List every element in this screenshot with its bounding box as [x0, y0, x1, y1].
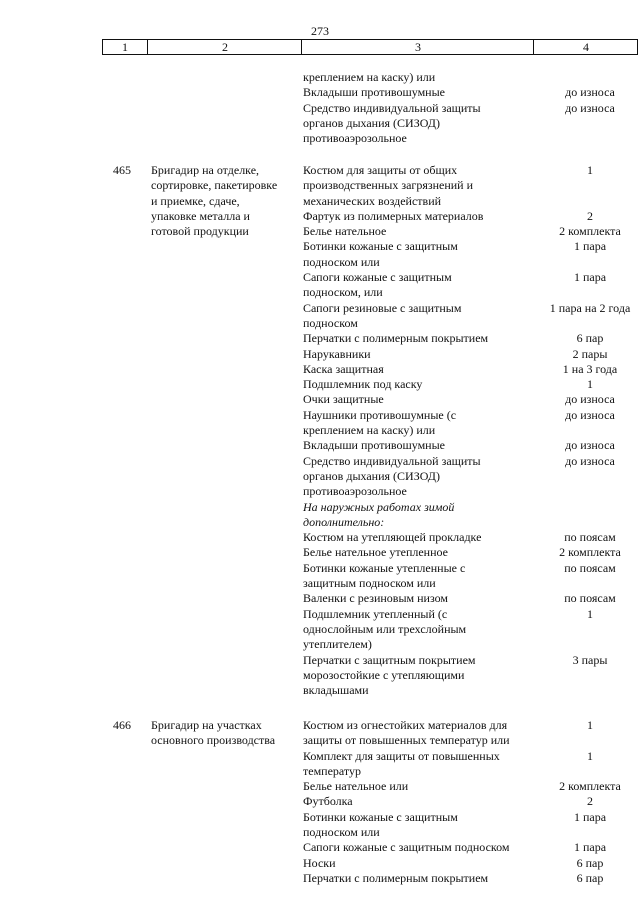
table-header — [102, 39, 638, 55]
row-number: 466 — [113, 718, 131, 732]
ppe-item-line: Каска защитная — [303, 361, 384, 376]
occupation-line: основного производства — [151, 733, 276, 748]
ppe-quantity: 1 — [587, 606, 593, 621]
ppe-item-row — [0, 347, 640, 362]
ppe-item-row — [0, 561, 640, 592]
ppe-item-row — [0, 209, 640, 224]
ppe-item-line: Средство индивидуальной защиты — [303, 453, 481, 468]
ppe-item-row — [0, 545, 640, 560]
ppe-quantity: до износа — [565, 392, 615, 407]
ppe-quantity: 1 — [587, 718, 593, 732]
ppe-item-name — [303, 163, 531, 209]
ppe-item-name — [303, 362, 531, 377]
ppe-item-line: Подшлемник под каску — [303, 377, 423, 392]
ppe-quantity: 2 пары — [572, 346, 608, 361]
ppe-item-row — [0, 856, 640, 871]
ppe-item-line: креплением на каску) или — [303, 70, 436, 84]
ppe-item-name — [303, 545, 531, 560]
ppe-quantity: по поясам — [564, 591, 616, 606]
header-col-4: 4 — [533, 40, 638, 54]
occupation-line: и приемке, сдаче, — [151, 193, 240, 208]
ppe-item-name — [303, 607, 531, 653]
ppe-item-name — [303, 377, 531, 392]
ppe-item-row — [0, 408, 640, 439]
ppe-item-row — [0, 607, 640, 653]
ppe-item-line: Перчатки с полимерным покрытием — [303, 331, 489, 346]
ppe-item-row — [0, 718, 640, 749]
occupation-line: готовой продукции — [151, 224, 249, 239]
ppe-quantity: 1 пара — [573, 239, 607, 254]
occupation-line: упаковке металла и — [151, 208, 250, 223]
occupation-line: сортировке, пакетировке — [151, 178, 278, 193]
ppe-item-line: Костюм для защиты от общих — [303, 163, 458, 177]
ppe-item-row — [0, 70, 640, 85]
ppe-item-name — [303, 653, 531, 699]
ppe-item-line: Ботинки кожаные с защитным — [303, 239, 458, 254]
ppe-item-line: Валенки с резиновым низом — [303, 591, 449, 606]
ppe-item-line: вкладышами — [303, 683, 369, 698]
ppe-item-line: однослойным или трехслойным — [303, 621, 467, 636]
ppe-item-line: морозостойкие с утепляющими — [303, 667, 465, 682]
ppe-item-row — [0, 301, 640, 332]
ppe-item-row — [0, 438, 640, 453]
ppe-item-row — [0, 101, 640, 147]
ppe-quantity: 6 пар — [576, 331, 604, 346]
ppe-item-name — [303, 301, 531, 332]
ppe-item-row — [0, 591, 640, 606]
ppe-item-line: подноском, или — [303, 285, 383, 300]
ppe-quantity: 2 комплекта — [559, 545, 621, 560]
ppe-item-row — [0, 377, 640, 392]
ppe-quantity: до износа — [565, 85, 615, 100]
ppe-item-name — [303, 794, 531, 809]
ppe-item-row — [0, 270, 640, 301]
ppe-quantity: до износа — [565, 438, 615, 453]
ppe-quantity: 1 на 3 года — [562, 361, 618, 376]
ppe-item-name — [303, 779, 531, 794]
ppe-quantity: 2 комплекта — [559, 779, 621, 794]
ppe-item-line: Наушники противошумные (с — [303, 407, 457, 422]
ppe-quantity: 1 пара — [573, 809, 607, 824]
ppe-item-line: Перчатки с полимерным покрытием — [303, 870, 489, 885]
ppe-item-name — [303, 209, 531, 224]
ppe-item-line: органов дыхания (СИЗОД) — [303, 115, 440, 130]
ppe-item-name — [303, 718, 531, 749]
ppe-item-line: Нарукавники — [303, 346, 371, 361]
ppe-item-line: дополнительно: — [303, 514, 385, 529]
ppe-item-row — [0, 779, 640, 794]
ppe-item-name — [303, 591, 531, 606]
ppe-item-line: креплением на каску) или — [303, 423, 436, 438]
ppe-item-line: Вкладыши противошумные — [303, 85, 445, 100]
ppe-quantity: до износа — [565, 453, 615, 468]
ppe-item-name — [303, 749, 531, 780]
ppe-item-line: Белье нательное утепленное — [303, 545, 448, 560]
header-col-1: 1 — [122, 40, 128, 54]
ppe-item-line: подноском или — [303, 825, 380, 840]
ppe-item-line: температур — [303, 763, 362, 778]
ppe-quantity: по поясам — [564, 530, 616, 545]
ppe-item-line: Очки защитные — [303, 392, 384, 407]
ppe-item-row — [0, 840, 640, 855]
ppe-item-name — [303, 408, 531, 439]
ppe-item-name — [303, 530, 531, 545]
ppe-item-line: Белье нательное или — [303, 779, 409, 794]
ppe-item-name — [303, 500, 531, 531]
ppe-quantity: 2 — [587, 794, 593, 809]
ppe-item-line: Сапоги кожаные с защитным — [303, 270, 452, 285]
ppe-item-name — [303, 561, 531, 592]
ppe-item-row — [0, 794, 640, 809]
ppe-item-row — [0, 85, 640, 100]
ppe-item-name — [303, 70, 531, 85]
header-col-2: 2 — [147, 40, 302, 54]
ppe-quantity: до износа — [565, 100, 615, 115]
ppe-item-line: Костюм из огнестойких материалов для — [303, 718, 508, 732]
ppe-item-row — [0, 530, 640, 545]
occupation-line: Бригадир на участках — [151, 718, 262, 732]
ppe-item-name — [303, 347, 531, 362]
ppe-item-row — [0, 331, 640, 346]
ppe-item-row — [0, 224, 640, 239]
ppe-item-line: подноском — [303, 315, 358, 330]
ppe-item-row — [0, 239, 640, 270]
ppe-item-line: Костюм на утепляющей прокладке — [303, 530, 482, 545]
ppe-item-line: Белье нательное — [303, 224, 387, 239]
ppe-quantity: 1 пара на 2 года — [549, 300, 631, 315]
ppe-item-name — [303, 331, 531, 346]
ppe-item-row — [0, 163, 640, 209]
ppe-item-name — [303, 454, 531, 500]
ppe-item-line: органов дыхания (СИЗОД) — [303, 468, 440, 483]
row-number: 465 — [113, 163, 131, 177]
ppe-quantity: 1 пара — [573, 270, 607, 285]
ppe-item-name — [303, 101, 531, 147]
ppe-item-name — [303, 840, 531, 855]
page-number: 273 — [311, 24, 329, 38]
ppe-item-line: Средство индивидуальной защиты — [303, 100, 481, 115]
ppe-item-name — [303, 438, 531, 453]
ppe-item-line: Носки — [303, 855, 336, 870]
ppe-quantity: до износа — [565, 407, 615, 422]
table-row-group — [0, 163, 640, 698]
ppe-item-name — [303, 810, 531, 841]
ppe-quantity: 1 пара — [573, 840, 607, 855]
ppe-item-line: противоаэрозольное — [303, 131, 407, 146]
ppe-item-row — [0, 454, 640, 500]
ppe-item-row — [0, 749, 640, 780]
ppe-item-line: Вкладыши противошумные — [303, 438, 445, 453]
ppe-item-name — [303, 224, 531, 239]
table-row-group — [0, 70, 640, 146]
ppe-item-line: подноском или — [303, 254, 380, 269]
ppe-quantity: по поясам — [564, 560, 616, 575]
ppe-item-line: Фартук из полимерных материалов — [303, 208, 484, 223]
ppe-item-row — [0, 810, 640, 841]
ppe-quantity: 1 — [587, 163, 593, 177]
ppe-item-line: Ботинки кожаные утепленные с — [303, 560, 466, 575]
header-col-3: 3 — [301, 40, 534, 54]
ppe-item-line: Перчатки с защитным покрытием — [303, 652, 476, 667]
ppe-item-name — [303, 270, 531, 301]
occupation-line: Бригадир на отделке, — [151, 163, 260, 177]
ppe-item-line: производственных загрязнений и — [303, 178, 474, 193]
ppe-item-row — [0, 362, 640, 377]
ppe-quantity: 1 — [587, 377, 593, 392]
ppe-item-line: Сапоги резиновые с защитным — [303, 300, 462, 315]
ppe-item-row — [0, 871, 640, 886]
ppe-quantity: 6 пар — [576, 855, 604, 870]
ppe-item-name — [303, 856, 531, 871]
ppe-item-name — [303, 392, 531, 407]
ppe-item-line: защиты от повышенных температур или — [303, 733, 510, 748]
ppe-item-line: утеплителем) — [303, 637, 372, 652]
ppe-quantity: 2 комплекта — [559, 224, 621, 239]
ppe-quantity: 2 — [587, 208, 593, 223]
ppe-item-line: На наружных работах зимой — [303, 499, 455, 514]
ppe-item-line: Ботинки кожаные с защитным — [303, 809, 458, 824]
ppe-item-name — [303, 85, 531, 100]
ppe-quantity: 1 — [587, 748, 593, 763]
table-row-group — [0, 718, 640, 886]
ppe-item-row — [0, 392, 640, 407]
ppe-item-row — [0, 500, 640, 531]
ppe-item-line: механических воздействий — [303, 193, 442, 208]
ppe-item-line: Футболка — [303, 794, 353, 809]
ppe-item-row — [0, 653, 640, 699]
ppe-item-line: Подшлемник утепленный (с — [303, 606, 448, 621]
ppe-quantity: 6 пар — [576, 870, 604, 885]
ppe-item-line: Сапоги кожаные с защитным подноском — [303, 840, 510, 855]
ppe-item-line: защитным подноском или — [303, 576, 436, 591]
ppe-item-name — [303, 871, 531, 886]
ppe-item-line: Комплект для защиты от повышенных — [303, 748, 500, 763]
ppe-quantity: 3 пары — [572, 652, 608, 667]
ppe-item-line: противоаэрозольное — [303, 484, 407, 499]
ppe-item-name — [303, 239, 531, 270]
